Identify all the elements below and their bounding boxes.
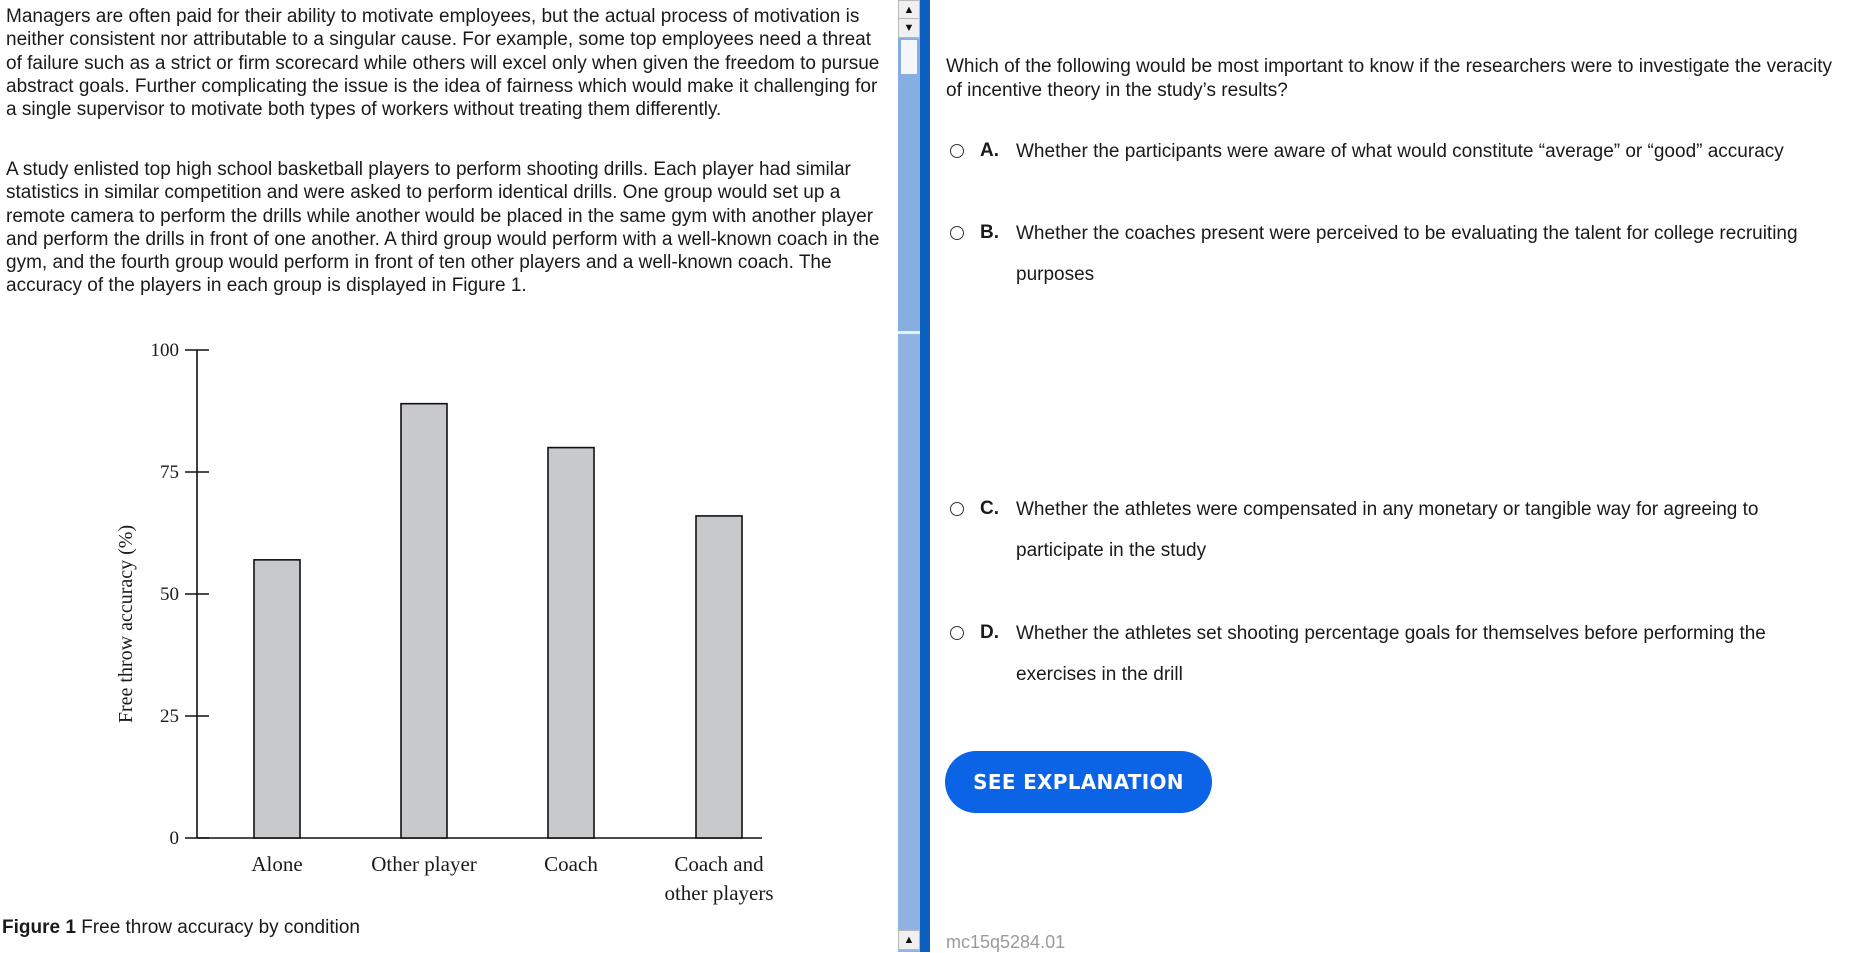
scroll-up-arrow-icon[interactable]: ▲ [898, 0, 920, 20]
x-category-label: Alone [251, 852, 303, 876]
option-text: Whether the participants were aware of what would constitute “average” or “good” accuracy [1016, 141, 1784, 162]
scroll-up-arrow-icon[interactable]: ▲ [898, 930, 920, 950]
y-tick-label: 50 [160, 584, 179, 605]
figure-caption [2, 917, 360, 939]
figure-caption-text: Free throw accuracy by condition [81, 917, 360, 938]
radio-button-icon[interactable] [950, 502, 964, 516]
passage-paragraph-2: A study enlisted top high school basketball players to perform shooting drills. Each player had similar statistics in similar competition and were asked to perform identical drills. One group would set up a remote camera to perform the drills while another would be placed in the same gym with another player and perform the drills in front of one another. A third group would perform with a well-known coach in the gym, and the fourth group would perform in front of ten other players and a well-known coach. The accuracy of the players in each group is displayed in Figure 1. [6, 159, 880, 297]
x-category-label: Other player [371, 852, 477, 876]
x-category-label: Coach and [674, 852, 764, 876]
bar-alone [254, 560, 300, 838]
option-letter: B. [980, 222, 999, 243]
see-explanation-button[interactable]: SEE EXPLANATION [945, 751, 1212, 813]
y-tick-label: 0 [169, 828, 179, 849]
option-text: Whether the athletes were compensated in any monetary or tangible way for agreeing to participate in the study [1016, 499, 1759, 561]
passage-pane [0, 0, 900, 952]
radio-button-icon[interactable] [950, 144, 964, 158]
radio-button-icon[interactable] [950, 226, 964, 240]
y-tick-label: 75 [160, 462, 179, 483]
y-tick-label: 25 [160, 706, 179, 727]
option-letter: D. [980, 622, 999, 643]
question-id: mc15q5284.01 [946, 932, 1066, 952]
pane-divider [920, 0, 930, 952]
question-stem: Which of the following would be most important to know if the researchers were to investigate the veracity of incentive theory in the study’s results? [946, 56, 1833, 101]
passage-scrollbar[interactable] [898, 0, 920, 952]
bar-coach-and-other-players [696, 516, 742, 838]
bar-coach [548, 448, 594, 838]
option-text: Whether the athletes set shooting percentage goals for themselves before performing the exercises in the drill [1016, 623, 1766, 685]
y-axis-label: Free throw accuracy (%) [115, 524, 137, 724]
option-letter: A. [980, 140, 999, 161]
option-text: Whether the coaches present were perceived to be evaluating the talent for college recruiting purposes [1016, 223, 1798, 285]
bar-other-player [401, 404, 447, 838]
y-tick-label: 100 [150, 340, 179, 361]
x-category-label: other players [664, 881, 774, 905]
passage-paragraph-1: Managers are often paid for their ability to motivate employees, but the actual process of motivation is neither consistent nor attributable to a singular cause. For example, some top employees need a threat of failure such as a strict or firm scorecard while others will excel only when given the freedom to pursue abstract goals. Further complicating the issue is the idea of fairness which would make it challenging for a single supervisor to motivate both types of workers without treating them differently. [6, 6, 880, 121]
scrollbar-thumb-highlight [901, 40, 917, 74]
radio-button-icon[interactable] [950, 626, 964, 640]
scrollbar-thumb[interactable] [898, 35, 920, 334]
scroll-down-arrow-icon[interactable]: ▼ [898, 18, 920, 38]
figure-1-bar-chart [100, 330, 800, 910]
option-letter: C. [980, 498, 999, 519]
figure-caption-label: Figure 1 [2, 917, 76, 938]
x-category-label: Coach [544, 852, 598, 876]
